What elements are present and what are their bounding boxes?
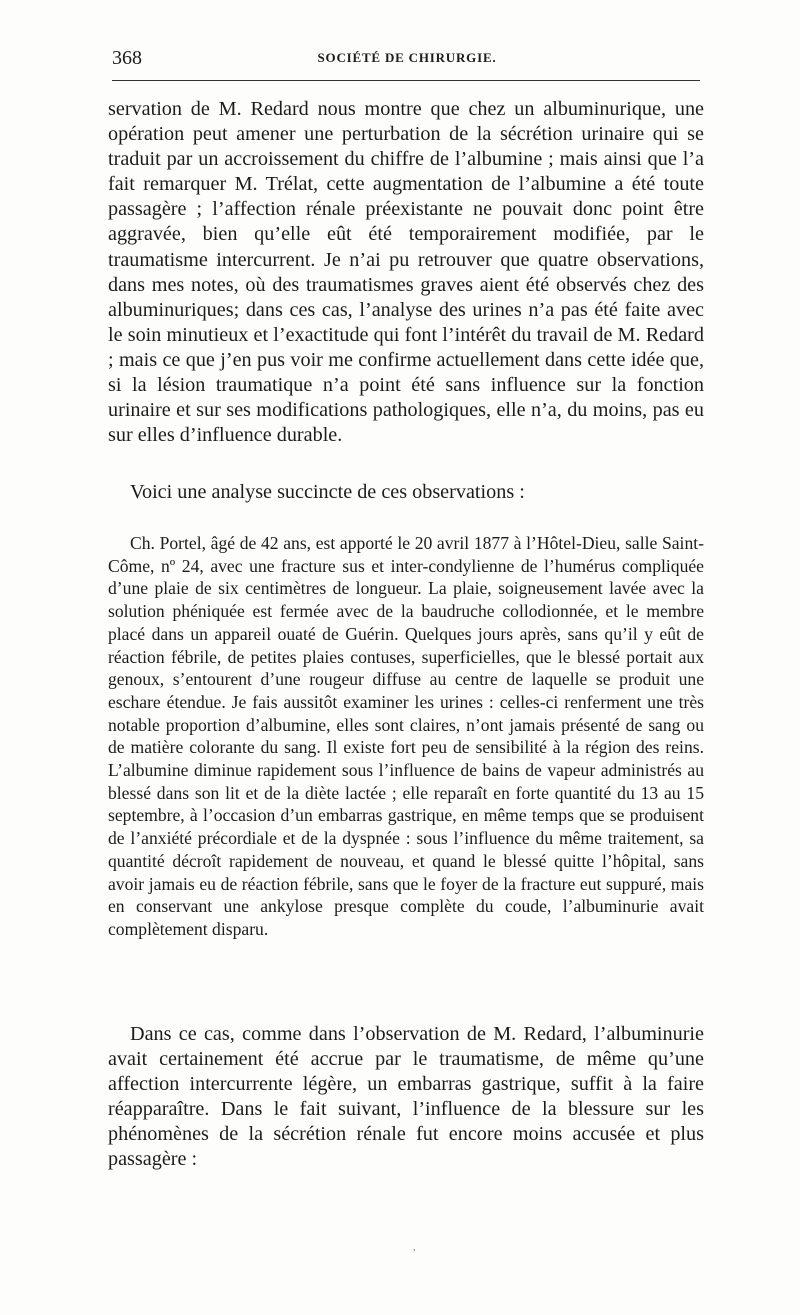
page-header [112, 44, 702, 74]
paragraph-1: servation de M. Redard nous montre que chez un albuminurique, une opération peut amener une perturbation de la sécrétion urinaire qui se traduit par un accroissement du chiffre de l’albumine ; mais ainsi que l’a fait remarquer M. Trélat, cette augmentation de l’albumine a été toute passagère ; l’affection rénale préexistante ne pouvait donc point être aggravée, bien qu’elle eût été temporairement modifiée, par le traumatisme intercurrent. Je n’ai pu retrouver que quatre observations, dans mes notes, où des traumatismes graves aient été observés chez des albuminuriques; dans ces cas, l’analyse des urines n’a pas été faite avec le soin minutieux et l’exactitude qui font l’intérêt du travail de M. Redard ; mais ce que j’en pus voir me confirme actuellement dans cette idée que, si la lésion traumatique n’a point été sans influence sur la fonction urinaire et sur ses modifications pathologiques, elle n’a, du moins, pas eu sur elles d’influence durable. [108, 98, 704, 447]
paragraph-4: Dans ce cas, comme dans l’observation de M. Redard, l’albuminurie avait certainement été accrue par le traumatisme, de même qu’une affection intercurrente légère, un embarras gastrique, suffit à la faire réapparaître. Dans le fait suivant, l’influence de la blessure sur les phénomènes de la sécrétion rénale fut encore moins accusée et plus passagère : [108, 1023, 704, 1171]
page-number: 368 [112, 47, 142, 69]
header-rule [112, 80, 700, 81]
paragraph-2: Voici une analyse succincte de ces observations : [130, 481, 525, 503]
case-observation-paragraph: Ch. Portel, âgé de 42 ans, est apporté le 20 avril 1877 à l’Hôtel-Dieu, salle Saint-Côme, nº 24, avec une fracture sus et inter-condylienne de l’humérus compliquée d’une plaie de six centimètres de longueur. La plaie, soigneusement lavée avec la solution phéniquée est fermée avec de la baudruche collodionnée, et le membre placé dans un appareil ouaté de Guérin. Quelques jours après, sans qu’il y eût de réaction fébrile, de petites plaies contuses, superficielles, que le blessé portait aux genoux, s’entourent d’une rougeur diffuse au centre de laquelle se produit une eschare étendue. Je fais aussitôt examiner les urines : celles-ci renferment une très notable proportion d’albumine, elles sont claires, n’ont jamais présenté de sang ou de matière colorante du sang. Il existe fort peu de sensibilité à la région des reins. L’albumine diminue rapidement sous l’influence de bains de vapeur administrés au blessé dans son lit et de la diète lactée ; elle reparaît en forte quantité du 13 au 15 septembre, à l’occasion d’un embarras gastrique, en même temps que se produisent de l’anxiété précordiale et de la dyspnée : sous l’influence du même traitement, sa quantité décroît rapidement de nouveau, et quand le blessé quitte l’hôpital, sans avoir jamais eu de réaction fébrile, sans que le foyer de la fracture eut suppuré, mais en conservant une ankylose presque complète du coude, l’albuminurie avait complètement disparu. [108, 533, 704, 939]
print-speck: , [413, 1242, 416, 1253]
running-title: SOCIÉTÉ DE CHIRURGIE. [317, 50, 497, 65]
